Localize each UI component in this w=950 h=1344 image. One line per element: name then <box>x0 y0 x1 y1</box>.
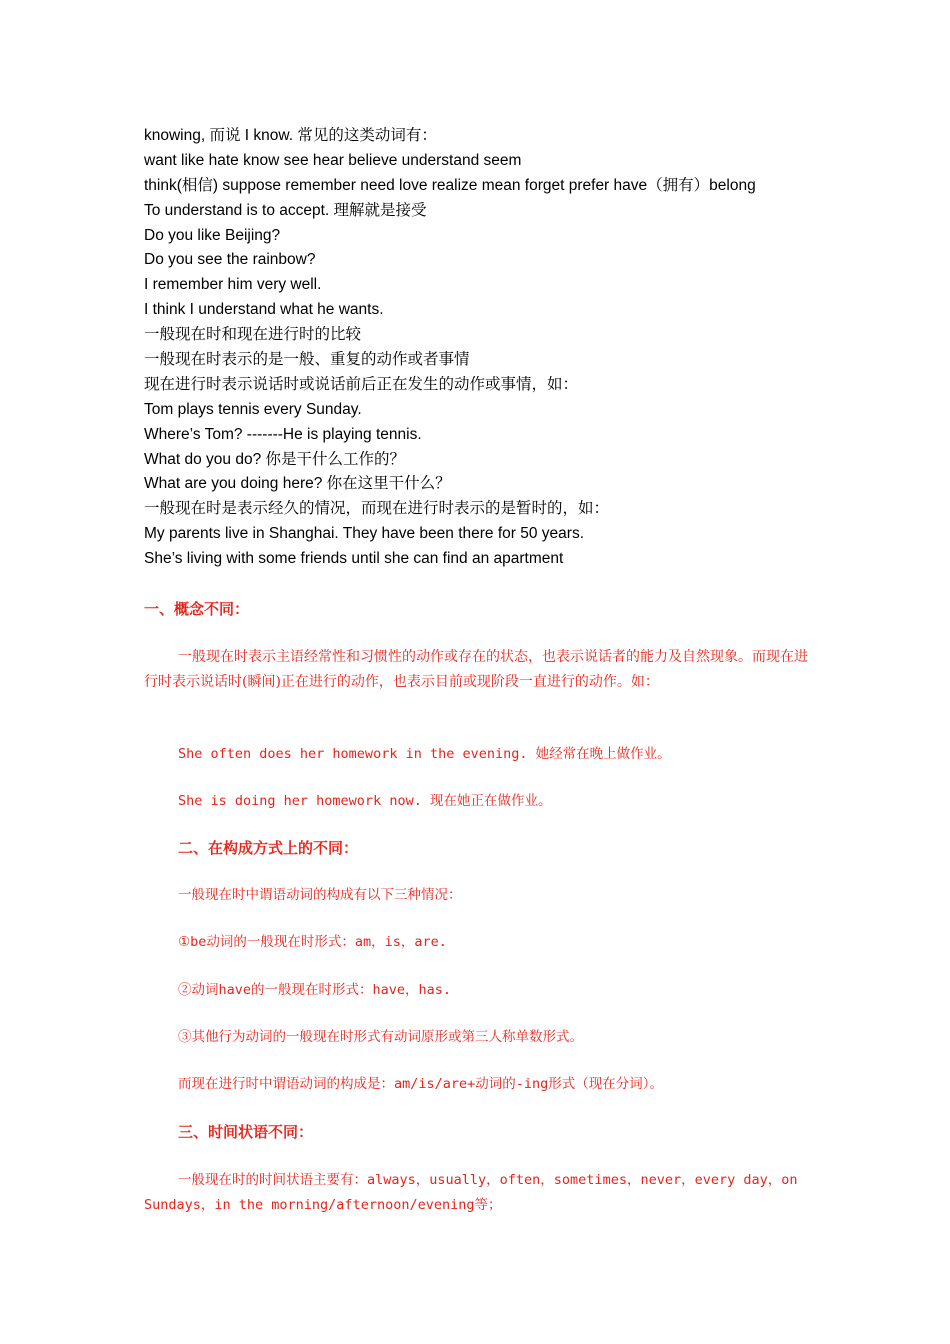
section2-item-3: ③其他行为动词的一般现在时形式有动词原形或第三人称单数形式。 <box>178 1029 583 1045</box>
text-line: I think I understand what he wants. <box>144 301 384 319</box>
text-line: My parents live in Shanghai. They have been there for 50 years. <box>144 525 585 543</box>
section1-heading: 一、概念不同： <box>144 600 250 618</box>
text-line: Do you see the rainbow? <box>144 251 316 269</box>
section2-heading: 二、在构成方式上的不同： <box>178 839 359 857</box>
section2-item-2: ②动词have的一般现在时形式：have，has. <box>178 982 452 998</box>
text-line: Tom plays tennis every Sunday. <box>144 400 362 418</box>
text-line: want like hate know see hear believe understand seem <box>144 151 522 169</box>
section3-paragraph: 一般现在时的时间状语主要有：always，usually，often，sometimes，never，every day，on Sundays，in the morning/afternoon/evening等； <box>144 1172 798 1213</box>
text-line: What do you do? 你是干什么工作的？ <box>144 450 405 468</box>
text-line: think(相信) suppose remember need love realize mean forget prefer have（拥有）belong <box>144 176 756 194</box>
text-line: 现在进行时表示说话时或说话前后正在发生的动作或事情，如： <box>144 375 579 393</box>
section1-paragraph: 一般现在时表示主语经常性和习惯性的动作或存在的状态，也表示说话者的能力及自然现象。而现在进行时表示说话时(瞬间)正在进行的动作，也表示目前或现阶段一直进行的动作。如： <box>144 649 808 690</box>
text-line: Do you like Beijing? <box>144 226 281 244</box>
section3-heading: 三、时间状语不同： <box>178 1123 314 1141</box>
text-line: 一般现在时是表示经久的情况，而现在进行时表示的是暂时的，如： <box>144 500 610 518</box>
section2-item-1: ①be动词的一般现在时形式：am，is，are. <box>178 934 447 950</box>
section2-intro: 一般现在时中谓语动词的构成有以下三种情况： <box>178 887 462 903</box>
text-line: To understand is to accept. 理解就是接受 <box>144 201 427 219</box>
section1-example-1: She often does her homework in the evening. 她经常在晚上做作业。 <box>178 746 671 762</box>
section2-continuous: 而现在进行时中谓语动词的构成是：am/is/are+动词的-ing形式（现在分词）。 <box>178 1076 664 1092</box>
text-line: I remember him very well. <box>144 276 322 294</box>
text-line: 一般现在时和现在进行时的比较 <box>144 326 362 344</box>
text-line: 一般现在时表示的是一般、重复的动作或者事情 <box>144 351 470 369</box>
section1-example-2: She is doing her homework now. 现在她正在做作业。 <box>178 793 552 809</box>
text-line: What are you doing here? 你在这里干什么？ <box>144 475 451 493</box>
text-line: She’s living with some friends until she can find an apartment <box>144 550 564 568</box>
text-line: Where’s Tom? -------He is playing tennis. <box>144 425 422 443</box>
text-line: knowing, 而说 I know. 常见的这类动词有： <box>144 127 437 144</box>
top-text-block <box>144 124 814 572</box>
